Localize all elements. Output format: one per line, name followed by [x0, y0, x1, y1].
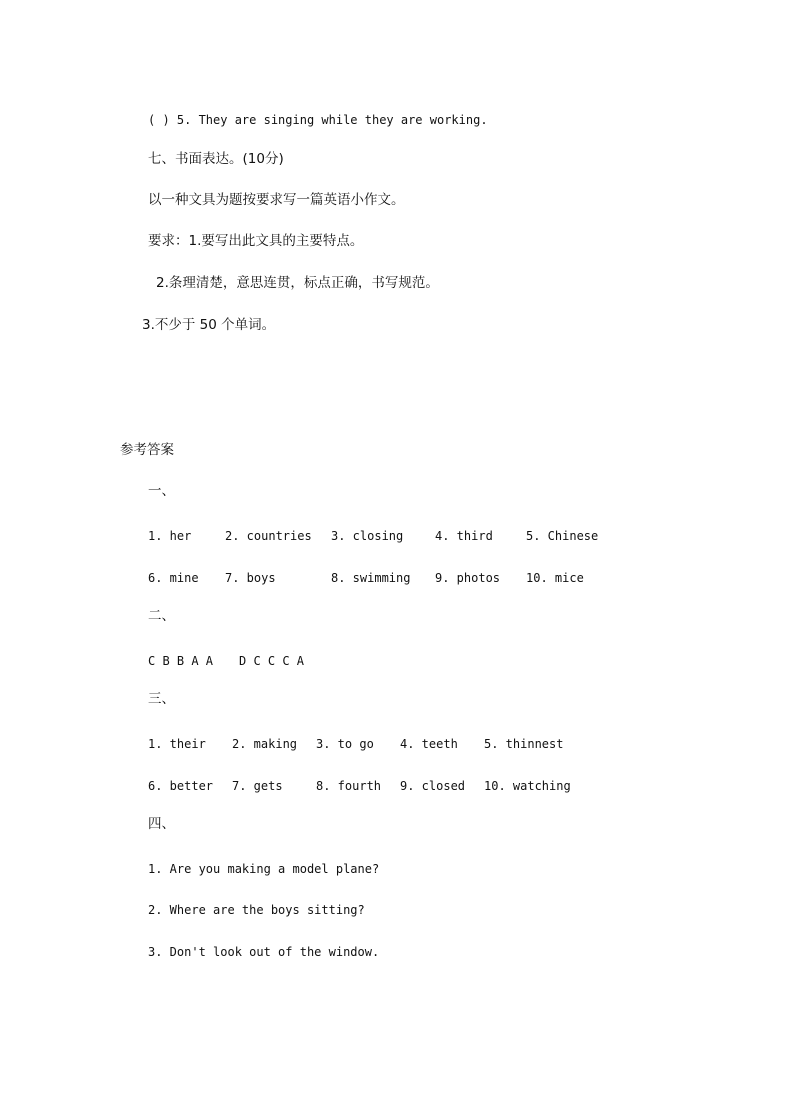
answer-item: 5. Chinese [526, 529, 599, 543]
question-5: ( ) 5. They are singing while they are working. [148, 113, 488, 127]
answer-item: 2. countries [225, 529, 312, 543]
answer-group: C B B A A [148, 654, 214, 668]
answers-section-1-heading: 一、 [148, 483, 175, 499]
section-7-requirement-3: 3.不少于 50 个单词。 [142, 317, 276, 333]
answer-item: 1. her [148, 529, 192, 543]
section-7-requirement-2: 2.条理清楚，意思连贯，标点正确，书写规范。 [156, 275, 439, 291]
answer-item: 9. photos [435, 571, 501, 585]
answer-item: 4. third [435, 529, 493, 543]
answers-section-1-row-2 [0, 572, 790, 586]
answer-item: 5. thinnest [484, 737, 564, 751]
answer-item: 10. watching [484, 779, 571, 793]
answers-section-2-line [0, 655, 790, 669]
answer-item: 1. their [148, 737, 206, 751]
answer-item: 7. gets [232, 779, 283, 793]
answer-item: 10. mice [526, 571, 584, 585]
answers-section-4-heading: 四、 [148, 816, 175, 832]
answer-item: 3. closing [331, 529, 404, 543]
answer-group: D C C C A [239, 654, 305, 668]
answers-section-1-row-1 [0, 530, 790, 544]
answers-section-3-row-1 [0, 738, 790, 752]
answer-item: 6. mine [148, 571, 199, 585]
answers-section-4-item-2: 2. Where are the boys sitting? [148, 903, 365, 917]
answer-item: 9. closed [400, 779, 466, 793]
answer-item: 7. boys [225, 571, 276, 585]
answers-title: 参考答案 [120, 442, 174, 458]
answer-item: 8. fourth [316, 779, 382, 793]
answers-section-2-heading: 二、 [148, 608, 175, 624]
answers-section-4-item-1: 1. Are you making a model plane? [148, 862, 380, 876]
section-7-prompt: 以一种文具为题按要求写一篇英语小作文。 [148, 192, 405, 208]
answer-item: 3. to go [316, 737, 374, 751]
answer-item: 4. teeth [400, 737, 458, 751]
answer-item: 2. making [232, 737, 298, 751]
answers-section-4-item-3: 3. Don't look out of the window. [148, 945, 380, 959]
answer-item: 6. better [148, 779, 214, 793]
section-7-requirement-1: 要求：1.要写出此文具的主要特点。 [148, 233, 364, 249]
section-7-heading: 七、书面表达。(10分) [148, 151, 284, 167]
answers-section-3-row-2 [0, 780, 790, 794]
answer-item: 8. swimming [331, 571, 411, 585]
answers-section-3-heading: 三、 [148, 691, 175, 707]
